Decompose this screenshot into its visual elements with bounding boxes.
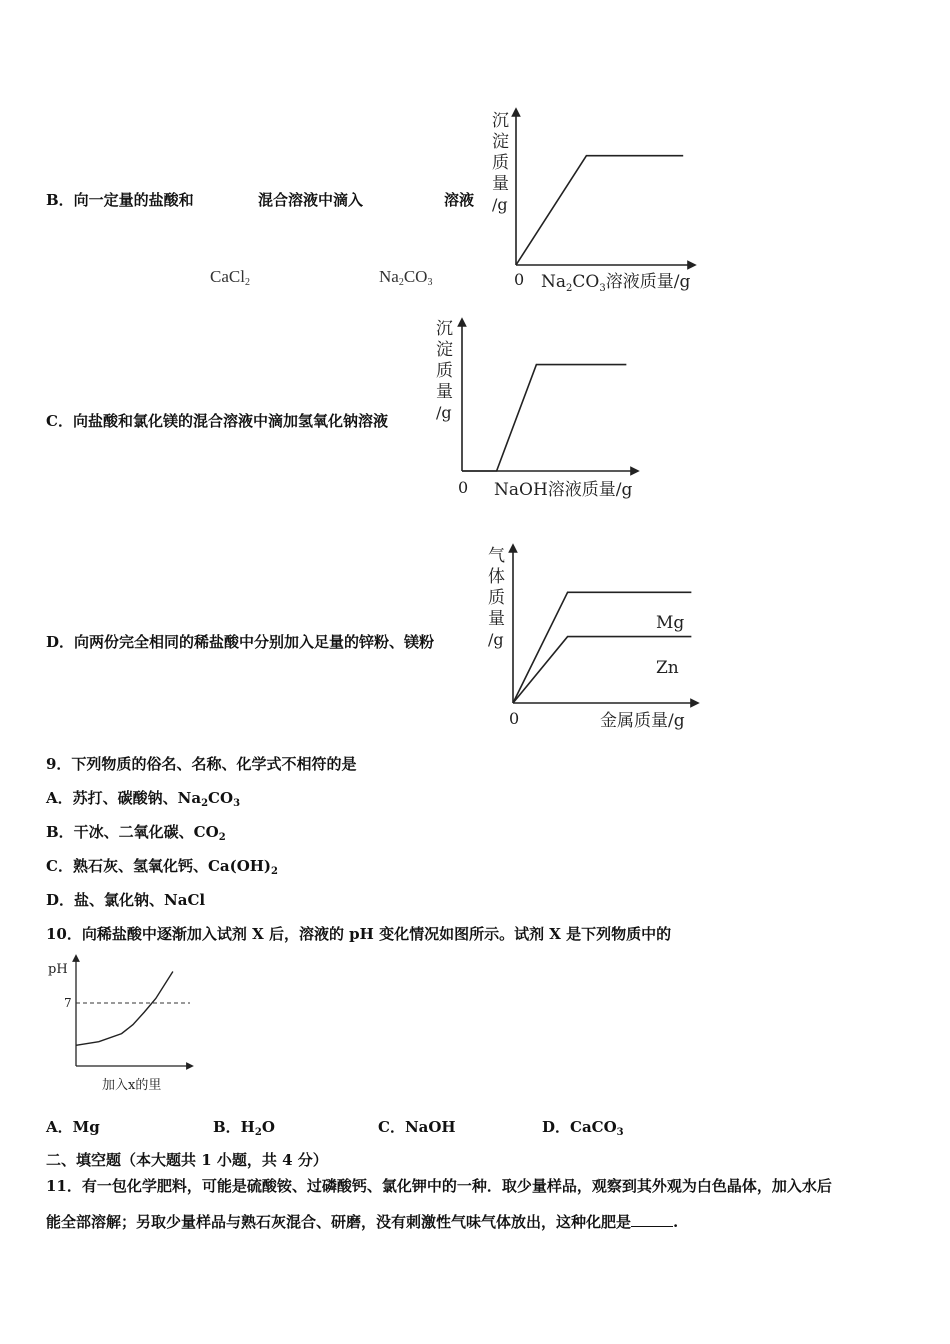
chart-b-origin: 0 bbox=[514, 270, 525, 289]
q9-option-c: C．熟石灰、氢氧化钙、$Ca(OH)_2$ bbox=[46, 857, 278, 877]
q10-option-d: D．CaCO$_3$ bbox=[542, 1118, 624, 1138]
option-d-text: D．向两份完全相同的稀盐酸中分别加入足量的锌粉、镁粉 bbox=[46, 633, 435, 651]
chart-d-origin: 0 bbox=[509, 709, 520, 728]
chart-b bbox=[480, 100, 720, 300]
chart-d-y-label-4: 量 bbox=[488, 609, 505, 629]
q9-option-b: B．干冰、二氧化碳、$CO_2$ bbox=[46, 823, 226, 843]
q9-option-a: A．苏打、碳酸钠、$Na_2CO_3$ bbox=[46, 789, 241, 809]
chart-d-mg-line bbox=[513, 592, 691, 703]
q11-line-1: 11．有一包化学肥料，可能是硫酸铵、过磷酸钙、氯化钾中的一种．取少量样品，观察到其外观为白色晶体，加入水后 bbox=[46, 1177, 832, 1195]
section-2-heading: 二、填空题（本大题共 1 小题，共 4 分） bbox=[46, 1151, 328, 1169]
chart-c-origin: 0 bbox=[458, 478, 469, 497]
option-c-text: C．向盐酸和氯化镁的混合溶液中滴加氢氧化钠溶液 bbox=[46, 412, 388, 430]
q9-option-d: D．盐、氯化钠、NaCl bbox=[46, 891, 206, 909]
chart-b-precipitate-line bbox=[516, 156, 683, 265]
chart-ph-x-label: 加入x的里 bbox=[102, 1078, 162, 1093]
chart-b-y-label-5: /g bbox=[492, 195, 508, 214]
option-b-prefix: B．向一定量的盐酸和 bbox=[46, 191, 194, 209]
option-b-mid: 混合溶液中滴入 bbox=[258, 191, 364, 209]
chart-ph-y-label: pH bbox=[48, 962, 68, 977]
chart-b-y-label-3: 质 bbox=[492, 153, 509, 173]
chart-c-y-label-2: 淀 bbox=[436, 340, 453, 360]
chart-d-series-zn: Zn bbox=[656, 658, 679, 678]
chart-c-y-label-5: /g bbox=[436, 403, 452, 422]
option-b-reagent-cacl2: CaCl$_2$ bbox=[210, 267, 250, 288]
chart-c-y-label-1: 沉 bbox=[436, 319, 453, 339]
chart-ph-curve bbox=[76, 972, 173, 1046]
option-b-reagent-na2co3: $Na_2CO_3$ bbox=[379, 267, 433, 288]
chart-c bbox=[430, 310, 670, 510]
chart-b-y-label-4: 量 bbox=[492, 174, 509, 194]
chart-d-y-label-1: 气 bbox=[488, 546, 505, 566]
chart-b-y-label-1: 沉 bbox=[492, 111, 509, 131]
q10-option-b: B．$H_2O$ bbox=[213, 1118, 275, 1138]
chart-c-precipitate-line bbox=[462, 365, 626, 471]
q11-line-2: 能全部溶解；另取少量样品与熟石灰混合、研磨，没有刺激性气味气体放出，这种化肥是 . bbox=[46, 1213, 679, 1231]
q10-option-a: A．Mg bbox=[46, 1118, 100, 1136]
chart-c-y-label-3: 质 bbox=[436, 361, 453, 381]
q10-option-c: C．NaOH bbox=[378, 1118, 456, 1136]
q11-answer-blank[interactable] bbox=[631, 1214, 673, 1227]
chart-ph-ref-label: 7 bbox=[64, 996, 72, 1010]
q9-stem: 9．下列物质的俗名、名称、化学式不相符的是 bbox=[46, 755, 357, 773]
chart-b-y-label-2: 淀 bbox=[492, 132, 509, 152]
q10-stem: 10．向稀盐酸中逐渐加入试剂 X 后，溶液的 pH 变化情况如图所示。试剂 X 是下列物质中的 bbox=[46, 925, 672, 943]
chart-ph bbox=[40, 950, 210, 1100]
chart-d-y-label-3: 质 bbox=[488, 588, 505, 608]
chart-d-x-label: 金属质量/g bbox=[600, 711, 685, 731]
chart-d bbox=[480, 540, 720, 740]
chart-d-y-label-2: 体 bbox=[488, 567, 505, 587]
chart-d-y-label-5: /g bbox=[488, 630, 504, 649]
chart-b-x-label: $Na_2CO_3$溶液质量/g bbox=[541, 272, 691, 294]
option-b-suffix: 溶液 bbox=[444, 191, 475, 209]
chart-c-x-label: NaOH溶液质量/g bbox=[494, 480, 633, 500]
chart-d-series-mg: Mg bbox=[656, 613, 685, 633]
chart-c-y-label-4: 量 bbox=[436, 382, 453, 402]
